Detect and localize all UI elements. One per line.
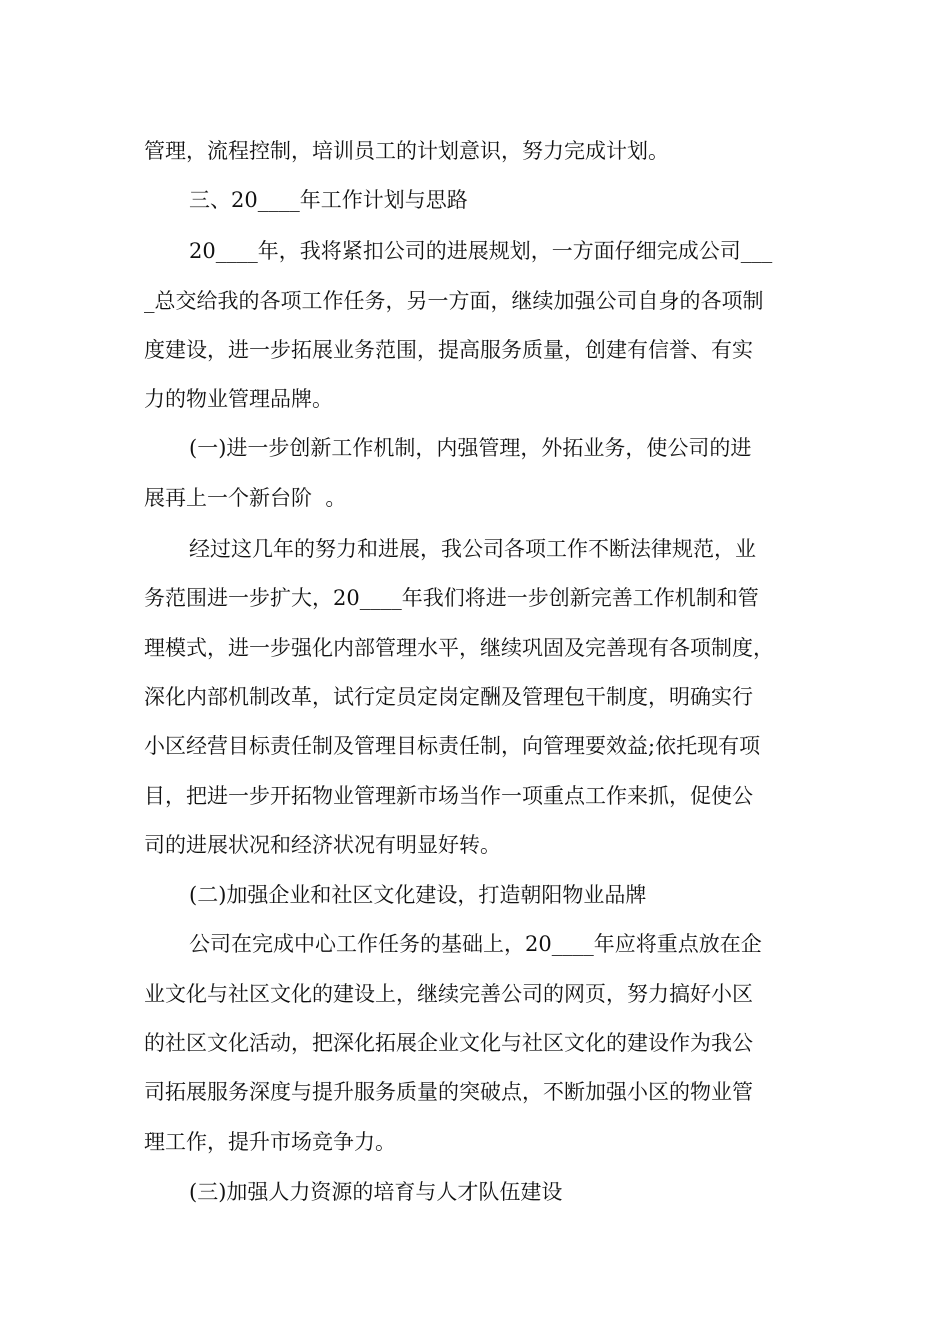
text-line: 20____年，我将紧扣公司的进展规划，一方面仔细完成公司___ [189,239,773,263]
subsection-heading: (一)进一步创新工作机制，内强管理，外拓业务，使公司的进 [189,436,752,460]
text-line: 经过这几年的努力和进展，我公司各项工作不断法律规范，业 [189,537,756,561]
text-line: _总交给我的各项工作任务，另一方面，继续加强公司自身的各项制 [144,289,764,313]
text-line: 小区经营目标责任制及管理目标责任制，向管理要效益;依托现有项 [144,734,761,758]
text-line: 力的物业管理品牌。 [144,387,333,411]
text-line: 目，把进一步开拓物业管理新市场当作一项重点工作来抓，促使公 [144,784,753,808]
text-line: 务范围进一步扩大，20____年我们将进一步创新完善工作机制和管 [144,586,759,610]
text-line: 理工作，提升市场竞争力。 [144,1130,396,1154]
text-line: 深化内部机制改革，试行定员定岗定酬及管理包干制度，明确实行 [144,685,753,709]
subsection-heading: (二)加强企业和社区文化建设，打造朝阳物业品牌 [189,883,647,907]
subsection-heading: (三)加强人力资源的培育与人才队伍建设 [189,1180,563,1204]
text-line: 司拓展服务深度与提升服务质量的突破点，不断加强小区的物业管 [144,1080,753,1104]
text-line: 业文化与社区文化的建设上，继续完善公司的网页，努力搞好小区 [144,982,753,1006]
text-line: 度建设，进一步拓展业务范围，提高服务质量，创建有信誉、有实 [144,338,753,362]
text-line: 公司在完成中心工作任务的基础上，20____年应将重点放在企 [189,932,762,956]
text-line: 管理，流程控制，培训员工的计划意识，努力完成计划。 [144,139,669,163]
text-line: 展再上一个新台阶 。 [144,486,347,510]
text-line: 司的进展状况和经济状况有明显好转。 [144,833,501,857]
text-line: 理模式，进一步强化内部管理水平，继续巩固及完善现有各项制度， [144,636,774,660]
section-heading: 三、20____年工作计划与思路 [189,188,468,212]
text-line: 的社区文化活动，把深化拓展企业文化与社区文化的建设作为我公 [144,1031,753,1055]
